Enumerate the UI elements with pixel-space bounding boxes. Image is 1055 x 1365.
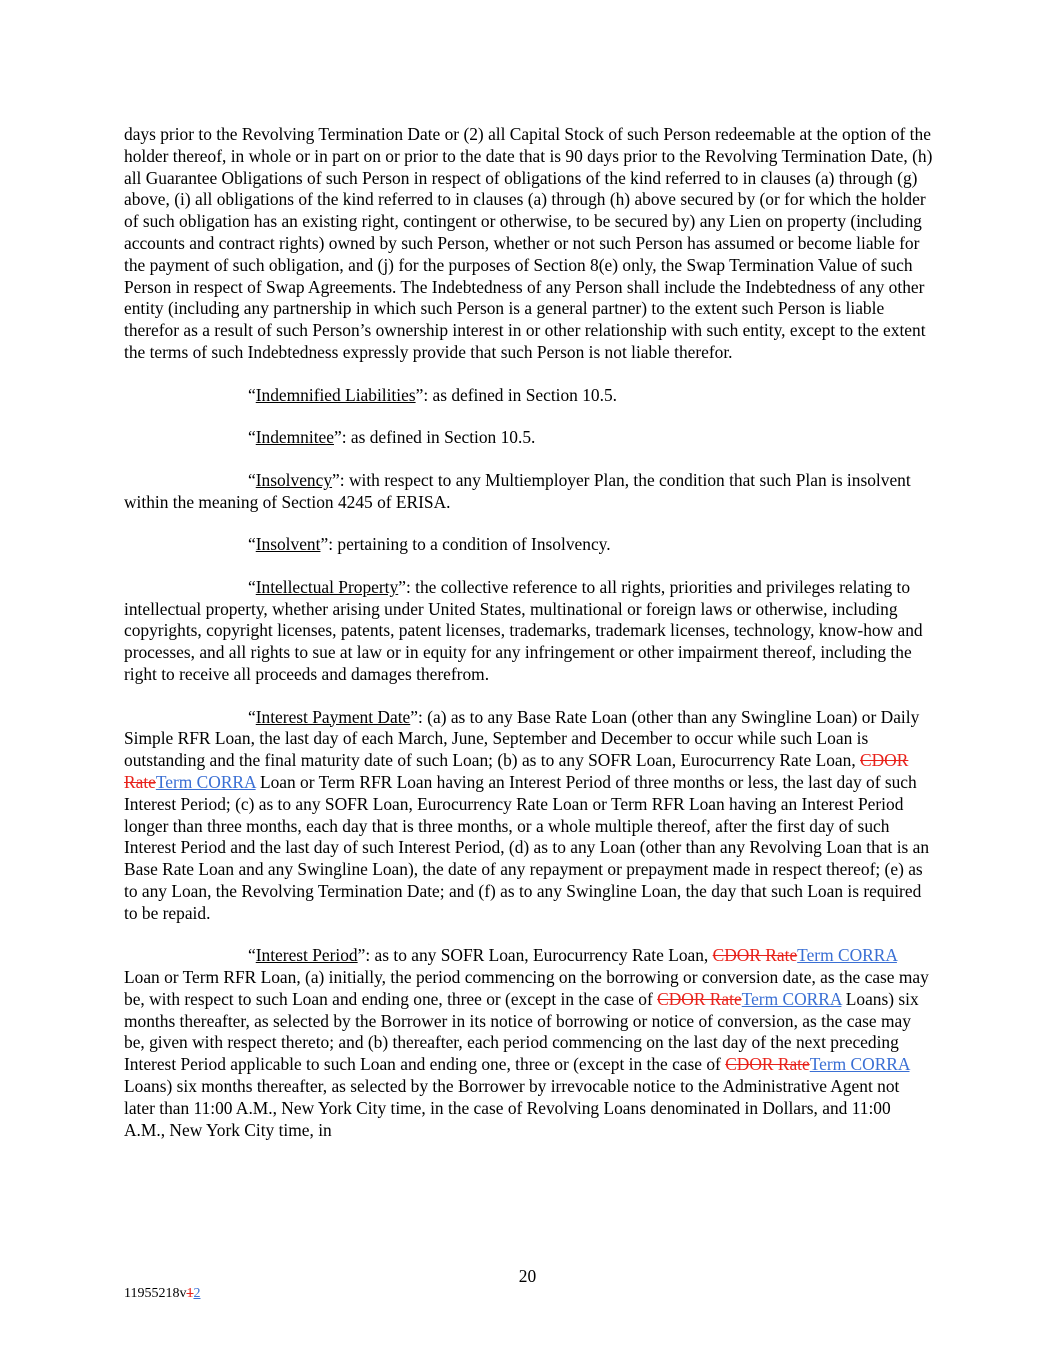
deleted-text: CDOR Rate bbox=[657, 988, 742, 1009]
definition-text: : with respect to any Multiemployer Plan, the condition that such Plan is insolvent within the meaning of Section 4245 of ERISA. bbox=[124, 469, 911, 512]
definition-insolvency: “Insolvency”: with respect to any Multiemployer Plan, the condition that such Plan is insolvent within the meaning of Section 4245 of ERISA. bbox=[124, 469, 911, 512]
document-id-inserted-version: 2 bbox=[193, 1286, 201, 1301]
definition-indemnitee: “Indemnitee”: as defined in Section 10.5. bbox=[248, 427, 536, 448]
deleted-text: CDOR Rate bbox=[124, 750, 909, 792]
inserted-text: Term CORRA bbox=[741, 988, 842, 1009]
inserted-text: Term CORRA bbox=[155, 771, 256, 792]
defined-term: Interest Period bbox=[255, 945, 358, 966]
deleted-text: CDOR Rate bbox=[712, 945, 798, 966]
defined-term: Indemnified Liabilities bbox=[255, 384, 416, 405]
definition-interest-payment-date: “Interest Payment Date”: (a) as to any Base Rate Loan (other than any Swingline Loan) or Daily Simple RFR Loan, the last day of each March, June, September and December to occur while such Loan is outstanding and the final maturity date of such Loan; (b) as to any SOFR Loan, Eurocurrency Rate Loan, CDOR RateTerm CORRA Loan or Term RFR Loan having an Interest Period of three months or less, the last day of such Interest Period; (c) as to any SOFR Loan, Eurocurrency Rate Loan or Term RFR Loan having an Interest Period longer than three months, each day that is three months, or a whole multiple thereof, after the first day of such Interest Period and the last day of such Interest Period, (d) as to any Loan (other than any Revolving Loan that is an Base Rate Loan and any Swingline Loan), the date of any repayment or prepayment made in respect thereof; (e) as to any Loan, the Revolving Termination Date; and (f) as to any Swingline Loan, the day that such Loan is required to be repaid. bbox=[124, 706, 930, 923]
definition-text: : the collective reference to all rights, priorities and privileges relating to intellectual property, whether arising under United States, multinational or foreign laws or otherwise, including copyrights, copyright licenses, patents, patent licenses, trademarks, trademark licenses, technology, know-how and processes, and all rights to sue at law or in equity for any infringement or other impairment thereof, including the right to receive all proceeds and damages therefrom. bbox=[124, 576, 923, 684]
deleted-text: CDOR Rate bbox=[725, 1054, 810, 1075]
definition-text: : as defined in Section 10.5. bbox=[423, 384, 618, 405]
defined-term: Insolvency bbox=[255, 469, 333, 490]
defined-term: Interest Payment Date bbox=[255, 706, 411, 727]
definition-text: Loan or Term RFR Loan having an Interest Period of three months or less, the last day of such Interest Period; (c) as to any SOFR Loan, Eurocurrency Rate Loan or Term RFR Loan having an Interest Period longer than three months, each day that is three months, or a whole multiple thereof, after the first day of such Interest Period and the last day of such Interest Period, (d) as to any Loan (other than any Revolving Loan that is an Base Rate Loan and any Swingline Loan), the date of any repayment or prepayment made in respect thereof; (e) as to any Loan, the Revolving Termination Date; and (f) as to any Swingline Loan, the day that such Loan is required to be repaid. bbox=[124, 771, 930, 923]
document-body bbox=[124, 124, 934, 1162]
definition-text: Loans) six months thereafter, as selected by the Borrower by irrevocable notice to the Administrative Agent not later than 11:00 A.M., New York City time, in the case of Revolving Loans denominated in Dollars, and 11:00 A.M., New York City time, in bbox=[124, 1076, 900, 1140]
document-id-deleted-version: 1 bbox=[186, 1286, 194, 1301]
definition-text: : (a) as to any Base Rate Loan (other than any Swingline Loan) or Daily Simple RFR Loan, the last day of each March, June, September and December to occur while such Loan is outstanding and the final maturity date of such Loan; (b) as to any SOFR Loan, Eurocurrency Rate Loan, bbox=[124, 706, 920, 771]
definition-interest-period: “Interest Period”: as to any SOFR Loan, Eurocurrency Rate Loan, CDOR RateTerm CORRA Loan or Term RFR Loan, (a) initially, the period commencing on the borrowing or conversion date, as the case may be, with respect to such Loan and ending one, three or (except in the case of CDOR RateTerm CORRA Loans) six months thereafter, as selected by the Borrower in its notice of borrowing or notice of conversion, as the case may be, given with respect thereto; and (b) thereafter, each period commencing on the last day of the next preceding Interest Period applicable to such Loan and ending one, three or (except in the case of CDOR RateTerm CORRA Loans) six months thereafter, as selected by the Borrower by irrevocable notice to the Administrative Agent not later than 11:00 A.M., New York City time, in the case of Revolving Loans denominated in Dollars, and 11:00 A.M., New York City time, in bbox=[124, 945, 929, 1140]
page-number: 20 bbox=[518, 1266, 537, 1286]
definition-text: Loan or Term RFR Loan, (a) initially, the period commencing on the borrowing or conversion date, as the case may be, with respect to such Loan and ending one, three or (except in the case of bbox=[124, 967, 929, 1009]
definition-insolvent: “Insolvent”: pertaining to a condition of Insolvency. bbox=[248, 534, 611, 555]
defined-term: Intellectual Property bbox=[255, 576, 399, 597]
inserted-text: Term CORRA bbox=[809, 1054, 910, 1075]
definition-text: Loans) six months thereafter, as selected by the Borrower in its notice of borrowing or notice of conversion, as the case may be, given with respect thereto; and (b) thereafter, each period commencing on the last day of the next preceding Interest Period applicable to such Loan and ending one, three or (except in the case of bbox=[124, 988, 919, 1075]
definition-intellectual-property: “Intellectual Property”: the collective reference to all rights, priorities and privileges relating to intellectual property, whether arising under United States, multinational or foreign laws or otherwise, including copyrights, copyright licenses, patents, patent licenses, trademarks, trademark licenses, technology, know-how and processes, and all rights to sue at law or in equity for any infringement or other impairment thereof, including the right to receive all proceeds and damages therefrom. bbox=[124, 576, 923, 684]
document-id-base: 11955218v bbox=[124, 1286, 187, 1301]
defined-term: Insolvent bbox=[255, 534, 321, 555]
indebtedness-continuation-paragraph: days prior to the Revolving Termination Date or (2) all Capital Stock of such Person redeemable at the option of the holder thereof, in whole or in part on or prior to the date that is 90 days prior to the Revolving Termination Date, (h) all Guarantee Obligations of such Person in respect of obligations of the kind referred to in clauses (a) through (g) above, (i) all obligations of the kind referred to in clauses (a) through (h) above secured by (or for which the holder of such obligation has an existing right, contingent or otherwise, to be secured by) any Lien on property (including accounts and contract rights) owned by such Person, whether or not such Person has assumed or become liable for the payment of such obligation, and (j) for the purposes of Section 8(e) only, the Swap Termination Value of such Person in respect of Swap Agreements. The Indebtedness of any Person shall include the Indebtedness of any other entity (including any partnership in which such Person is a general partner) to the extent such Person is liable therefor as a result of such Person’s ownership interest in or other relationship with such entity, except to the extent the terms of such Indebtedness expressly provide that such Person is not liable therefor. bbox=[124, 124, 933, 362]
defined-term: Indemnitee bbox=[255, 427, 334, 448]
definition-indemnified-liabilities: “Indemnified Liabilities”: as defined in Section 10.5. bbox=[248, 384, 618, 405]
inserted-text: Term CORRA bbox=[797, 945, 897, 966]
document-id bbox=[124, 1286, 200, 1302]
definition-text: : as defined in Section 10.5. bbox=[341, 427, 536, 448]
definition-text: : as to any SOFR Loan, Eurocurrency Rate Loan, bbox=[365, 945, 713, 966]
definition-text: : pertaining to a condition of Insolvency. bbox=[328, 534, 611, 555]
